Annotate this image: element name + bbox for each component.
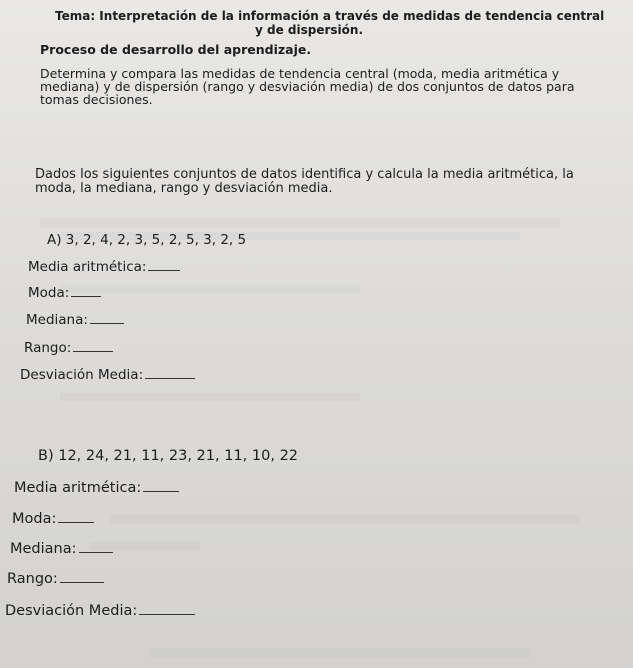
set-b-desviacion-blank[interactable] — [139, 603, 195, 615]
set-a-moda-row — [28, 285, 101, 300]
set-b-media-label: Media aritmética: — [14, 480, 142, 496]
set-a-desviacion-label: Desviación Media: — [20, 367, 144, 383]
set-b-rango-row — [7, 571, 104, 586]
set-b-media-blank[interactable] — [143, 480, 179, 492]
title-line-2: y de dispersión. — [255, 23, 363, 37]
section-heading: Proceso de desarrollo del aprendizaje. — [40, 42, 312, 57]
set-a-moda-label: Moda: — [28, 285, 70, 301]
set-b-desviacion-row — [5, 603, 195, 618]
set-b-desviacion-label: Desviación Media: — [5, 603, 138, 619]
set-a-data: A) 3, 2, 4, 2, 3, 5, 2, 5, 3, 2, 5 — [47, 232, 247, 248]
set-b-mediana-row — [10, 541, 113, 556]
title-line-1: Tema: Interpretación de la información a través de medidas de tendencia central — [55, 9, 605, 23]
instruction-line-2: moda, la mediana, rango y desviación media. — [35, 181, 333, 196]
set-b-rango-blank[interactable] — [60, 571, 104, 583]
set-a-media-blank[interactable] — [148, 259, 180, 271]
set-a-media-label: Media aritmética: — [28, 259, 147, 275]
set-b-moda-label: Moda: — [12, 511, 57, 527]
instruction-line-1: Dados los siguientes conjuntos de datos identifica y calcula la media aritmética, la — [35, 167, 574, 182]
intro-line-3: tomas decisiones. — [40, 92, 153, 107]
set-a-mediana-blank[interactable] — [90, 312, 124, 324]
set-b-mediana-label: Mediana: — [10, 541, 77, 557]
set-b-mediana-blank[interactable] — [79, 541, 113, 553]
set-b-rango-label: Rango: — [7, 571, 58, 587]
set-a-moda-blank[interactable] — [71, 285, 101, 297]
set-a-media-row — [28, 259, 180, 274]
set-a-desviacion-row — [20, 367, 195, 382]
intro-line-2: mediana) y de dispersión (rango y desviación media) de dos conjuntos de datos para — [40, 79, 575, 94]
set-b-moda-row — [12, 511, 94, 526]
set-a-rango-label: Rango: — [24, 340, 72, 356]
set-a-mediana-label: Mediana: — [26, 312, 88, 328]
set-a-desviacion-blank[interactable] — [145, 367, 195, 379]
set-b-data: B) 12, 24, 21, 11, 23, 21, 11, 10, 22 — [38, 448, 299, 464]
set-a-rango-row — [24, 340, 113, 355]
intro-line-1: Determina y compara las medidas de tendencia central (moda, media aritmética y — [40, 66, 560, 81]
set-b-moda-blank[interactable] — [58, 511, 94, 523]
set-a-mediana-row — [26, 312, 124, 327]
set-a-rango-blank[interactable] — [73, 340, 113, 352]
set-b-media-row — [14, 480, 179, 495]
